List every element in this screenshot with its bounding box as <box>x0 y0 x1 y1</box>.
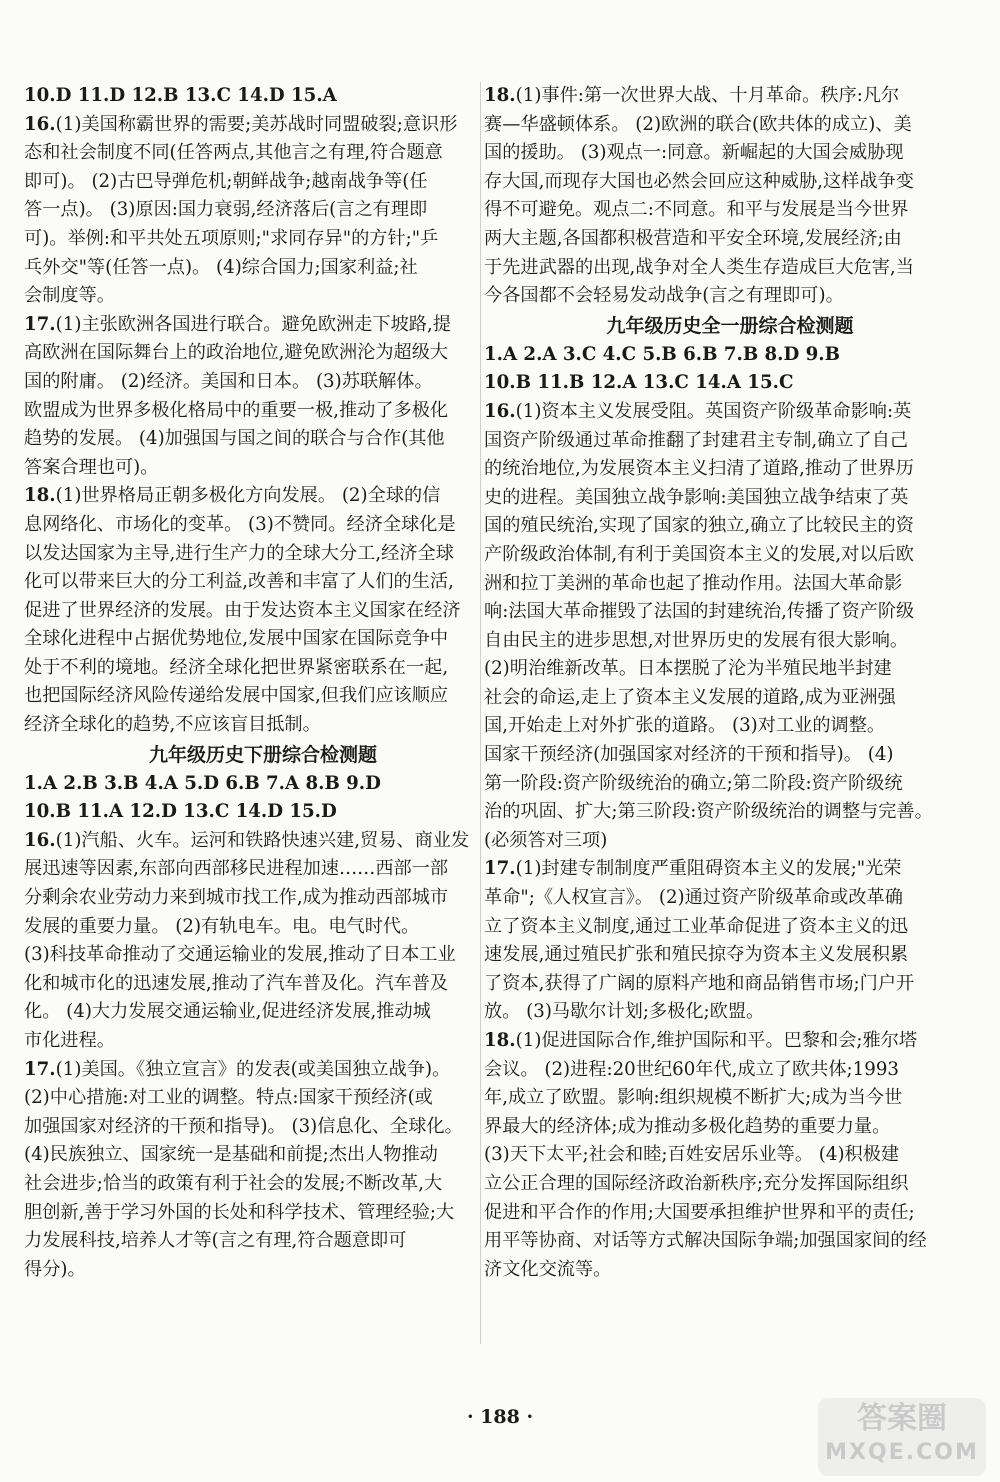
answer-text-line: 促进了世界经济的发展。由于发达资本主义国家在经济 <box>24 599 461 621</box>
answer-text-line: 16.(1)美国称霸世界的需要;美苏战时同盟破裂;意识形 <box>24 113 458 135</box>
answer-text-line: 可)。举例:和平共处五项原则;"求同存异"的方针;"乒 <box>24 227 439 249</box>
answer-text-line: 得不可避免。观点二:不同意。和平与发展是当今世界 <box>484 199 909 221</box>
answer-text-line: (2)明治维新改革。日本摆脱了沦为半殖民地半封建 <box>484 658 892 680</box>
answer-text-line: 17.(1)美国。《独立宣言》的发表(或美国独立战争)。 <box>24 1058 451 1080</box>
watermark-text: 答案圈 <box>857 1401 947 1436</box>
answer-text-line: 响:法国大革命摧毁了法国的封建统治,传播了资产阶级 <box>484 601 915 623</box>
answer-text-line: 18.(1)世界格局正朝多极化方向发展。 (2)全球的信 <box>24 485 441 507</box>
left-column <box>24 82 502 1284</box>
answer-text-line: 分剩余农业劳动力来到城市找工作,成为推动西部城市 <box>24 887 449 909</box>
answer-text-line: 市化进程。 <box>24 1030 115 1051</box>
answer-text-line: 18.(1)事件:第一次世界大战、十月革命。秩序:凡尔 <box>484 85 900 106</box>
answer-text-line: 乓外交"等(任答一点)。 (4)综合国力;国家利益;社 <box>24 256 418 278</box>
section-title: 九年级历史全一册综合检测题 <box>606 314 854 337</box>
answer-text-line: 国家干预经济(加强国家对经济的干预和指导)。 (4) <box>484 744 894 766</box>
answer-text-line: (2)中心措施:对工业的调整。特点:国家干预经济(或 <box>24 1087 433 1109</box>
answer-text-line: 也把国际经济风险传递给发展中国家,但我们应该顺应 <box>24 685 449 707</box>
answer-text-line: 界最大的经济体;成为推动多极化趋势的重要力量。 <box>484 1115 891 1137</box>
answer-text-line: 济文化交流等。 <box>484 1258 612 1280</box>
answer-text-line: 全球化进程中占据优势地位,发展中国家在国际竞争中 <box>24 628 449 650</box>
answer-text-line: (4)民族独立、国家统一是基础和前提;杰出人物推动 <box>24 1144 438 1166</box>
answer-text-line: 息网络化、市场化的变革。 (3)不赞同。经济全球化是 <box>24 513 456 535</box>
answer-text-line: 即可)。 (2)古巴导弹危机;朝鲜战争;越南战争等(任 <box>24 170 428 192</box>
answer-text-line: 以发达国家为主导,进行生产力的全球大分工,经济全球 <box>24 542 454 564</box>
answer-text-line: 赛—华盛顿体系。 (2)欧洲的联合(欧共体的成立)、美 <box>484 113 912 135</box>
answer-key-line: 10.D 11.D 12.B 13.C 14.D 15.A <box>24 85 337 106</box>
answer-text-line: 国的援助。 (3)观点一:同意。新崛起的大国会威胁现 <box>484 142 904 164</box>
answer-text-line: 会制度等。 <box>24 285 115 307</box>
answer-text-line: 放。 (3)马歇尔计划;多极化;欧盟。 <box>484 1001 765 1023</box>
answer-text-line: 17.(1)封建专制制度严重阻碍资本主义的发展;"光荣 <box>484 858 902 880</box>
answer-text-line: (3)天下太平;社会和睦;百姓安居乐业等。 (4)积极建 <box>484 1144 900 1166</box>
answer-text-line: 化和城市化的迅速发展,推动了汽车普及化。汽车普及 <box>24 972 449 994</box>
answer-text-line: 17.(1)主张欧洲各国进行联合。避免欧洲走下坡路,提 <box>24 313 451 335</box>
answer-text-line: 速发展,通过殖民扩张和殖民掠夺为资本主义发展积累 <box>484 944 909 966</box>
answer-text-line: 化。 (4)大力发展交通运输业,促进经济发展,推动城 <box>24 1001 431 1023</box>
answer-text-line: 用平等协商、对话等方式解决国际争端;加强国家间的经 <box>484 1230 927 1252</box>
answer-text-line: 的统治地位,为发展资本主义扫清了道路,推动了世界历 <box>484 458 914 480</box>
answer-text-line: 革命";《人权宣言》。 (2)通过资产阶级革命或改革确 <box>484 887 903 909</box>
answer-text-line: 国的附庸。 (2)经济。美国和日本。 (3)苏联解体。 <box>24 370 433 392</box>
answer-text-line: 处于不利的境地。经济全球化把世界紧密联系在一起, <box>24 656 449 678</box>
answer-text-line: 今各国都不会轻易发动战争(言之有理即可)。 <box>484 285 844 307</box>
answer-key-line: 1.A 2.A 3.C 4.C 5.B 6.B 7.B 8.D 9.B <box>484 343 840 365</box>
answer-text-line: 16.(1)汽船、火车。运河和铁路快速兴建,贸易、商业发 <box>24 829 470 851</box>
answer-text-line: 自由民主的进步思想,对世界历史的发展有很大影响。 <box>484 629 909 651</box>
column-divider <box>480 82 481 1344</box>
answer-text-line: 发展的重要力量。 (2)有轨电车。电。电气时代。 <box>24 915 420 937</box>
answer-text-line: 会议。 (2)进程:20世纪60年代,成立了欧共体;1993 <box>484 1058 899 1080</box>
answer-key-line: 1.A 2.B 3.B 4.A 5.D 6.B 7.A 8.B 9.D <box>24 772 381 794</box>
answer-text-line: 了资本,获得了广阔的原料产地和商品销售市场;门户开 <box>484 972 915 994</box>
answer-text-line: 化可以带来巨大的分工利益,改善和丰富了人们的生活, <box>24 571 454 593</box>
answer-text-line: 趋势的发展。 (4)加强国与国之间的联合与合作(其他 <box>24 428 445 450</box>
watermark-url: MXQE.COM <box>825 1440 979 1465</box>
answer-text-line: 立公正合理的国际经济政治新秩序;充分发挥国际组织 <box>484 1172 909 1194</box>
answer-text-line: 治的巩固、扩大;第三阶段:资产阶级统治的调整与完善。 <box>484 801 933 823</box>
answer-text-line: 存大国,而现存大国也必然会回应这种威胁,这样战争变 <box>484 170 914 192</box>
answer-text-line: (3)科技革命推动了交通运输业的发展,推动了日本工业 <box>24 944 456 966</box>
page-number: · 188 · <box>466 1406 534 1428</box>
answer-key-line: 10.B 11.B 12.A 13.C 14.A 15.C <box>484 372 794 394</box>
answer-text-line: 态和社会制度不同(任答两点,其他言之有理,符合题意 <box>24 142 443 164</box>
answer-text-line: 答一点)。 (3)原因:国力衰弱,经济落后(言之有理即 <box>24 199 428 221</box>
answer-text-line: 国资产阶级通过革命推翻了封建君主专制,确立了自己 <box>484 429 909 451</box>
answer-text-line: 于先进武器的出现,战争对全人类生存造成巨大危害,当 <box>484 256 914 278</box>
answer-text-line: 社会进步;恰当的政策有利于社会的发展;不断改革,大 <box>24 1172 443 1194</box>
watermark-logo <box>818 1398 986 1476</box>
answer-text-line: 经济全球化的趋势,不应该盲目抵制。 <box>24 714 321 736</box>
answer-text-line: 史的进程。美国独立战争影响:美国独立战争结束了英 <box>484 486 909 508</box>
answer-text-line: 国,开始走上对外扩张的道路。 (3)对工业的调整。 <box>484 715 886 737</box>
answer-text-line: 社会的命运,走上了资本主义发展的道路,成为亚洲强 <box>484 686 896 708</box>
answer-text-line: 答案合理也可)。 <box>24 456 159 478</box>
answer-text-line: 洲和拉丁美洲的革命也起了推动作用。法国大革命影 <box>484 572 903 594</box>
answer-key-line: 10.B 11.A 12.D 13.C 14.D 15.D <box>24 801 337 823</box>
answer-text-line: 16.(1)资本主义发展受阻。英国资产阶级革命影响:英 <box>484 400 912 422</box>
answer-text-line: 促进和平合作的作用;大国要承担维护世界和平的责任; <box>484 1201 915 1223</box>
answer-text-line: 年,成立了欧盟。影响:组织规模不断扩大;成为当今世 <box>484 1087 903 1109</box>
answer-text-line: 加强国家对经济的干预和指导)。 (3)信息化、全球化。 <box>24 1115 463 1137</box>
answer-text-line: 展迅速等因素,东部向西部移民进程加速……西部一部 <box>24 858 449 880</box>
answer-text-line: 立了资本主义制度,通过工业革命促进了资本主义的迅 <box>484 915 909 937</box>
answer-text-line: 第一阶段:资产阶级统治的确立;第二阶段:资产阶级统 <box>484 772 903 794</box>
right-column <box>484 82 976 1284</box>
answer-text-line: 得分)。 <box>24 1258 86 1280</box>
answer-text-line: 胆创新,善于学习外国的长处和科学技术、管理经验;大 <box>24 1201 455 1223</box>
answer-text-line: 18.(1)促进国际合作,维护国际和平。巴黎和会;雅尔塔 <box>484 1030 918 1051</box>
answer-text-line: (必须答对三项) <box>484 829 608 851</box>
answer-text-line: 产阶级政治体制,有利于美国资本主义的发展,对以后欧 <box>484 543 914 565</box>
answer-text-line: 高欧洲在国际舞台上的政治地位,避免欧洲沦为超级大 <box>24 342 449 364</box>
answer-text-line: 两大主题,各国都积极营造和平安全环境,发展经济;由 <box>484 227 902 249</box>
answer-text-line: 欧盟成为世界多极化格局中的重要一极,推动了多极化 <box>24 399 449 421</box>
section-title: 九年级历史下册综合检测题 <box>148 743 377 766</box>
answer-text-line: 力发展科技,培养人才等(言之有理,符合题意即可 <box>24 1230 407 1252</box>
answer-text-line: 国的殖民统治,实现了国家的独立,确立了比较民主的资 <box>484 515 914 537</box>
